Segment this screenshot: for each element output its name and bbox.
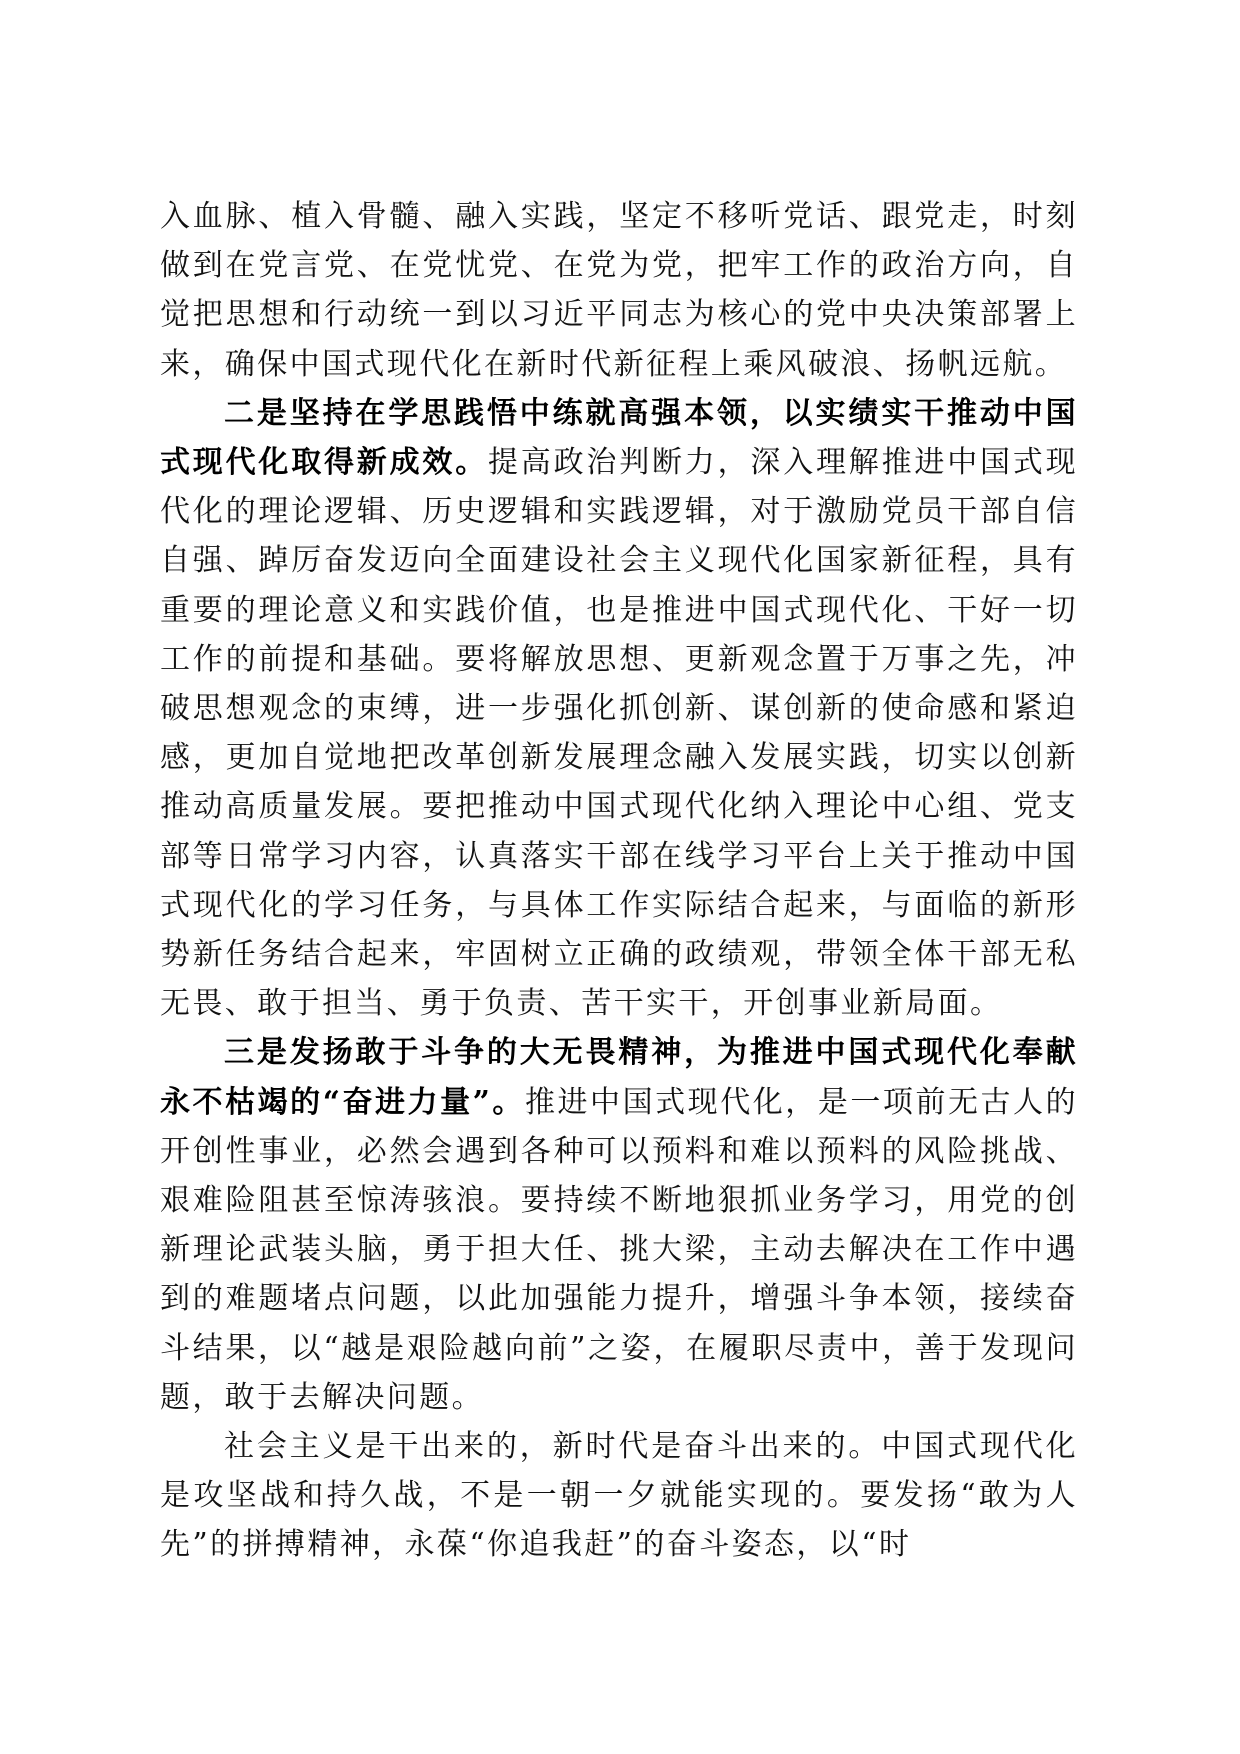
paragraph-3-text: 推进中国式现代化，是一项前无古人的开创性事业，必然会遇到各种可以预料和难以预料的风险挑战、艰难险阻甚至惊涛骇浪。要持续不断地狠抓业务学习，用党的创新理论武装头脑，勇于担大任、挑大梁，主动去解决在工作中遇到的难题堵点问题，以此加强能力提升，增强斗争本领，接续奋斗结果，以“越是艰险越向前”之姿，在履职尽责中，善于发现问题，敢于去解决问题。 <box>160 1084 1078 1415</box>
paragraph-1 <box>160 192 1078 389</box>
paragraph-3 <box>160 1028 1078 1422</box>
paragraph-4 <box>160 1422 1078 1570</box>
paragraph-2 <box>160 389 1078 1029</box>
paragraph-2-text: 提高政治判断力，深入理解推进中国式现代化的理论逻辑、历史逻辑和实践逻辑，对于激励党员干部自信自强、踔厉奋发迈向全面建设社会主义现代化国家新征程，具有重要的理论意义和实践价值，也是推进中国式现代化、干好一切工作的前提和基础。要将解放思想、更新观念置于万事之先，冲破思想观念的束缚，进一步强化抓创新、谋创新的使命感和紧迫感，更加自觉地把改革创新发展理念融入发展实践，切实以创新推动高质量发展。要把推动中国式现代化纳入理论中心组、党支部等日常学习内容，认真落实干部在线学习平台上关于推动中国式现代化的学习任务，与具体工作实际结合起来，与面临的新形势新任务结合起来，牢固树立正确的政绩观，带领全体干部无私无畏、敢于担当、勇于负责、苦干实干，开创事业新局面。 <box>160 445 1078 1022</box>
document-page <box>160 192 1078 1570</box>
paragraph-4-text: 社会主义是干出来的，新时代是奋斗出来的。中国式现代化是攻坚战和持久战，不是一朝一夕就能实现的。要发扬“敢为人先”的拼搏精神，永葆“你追我赶”的奋斗姿态，以“时 <box>160 1429 1078 1563</box>
paragraph-3-lead: 三是发扬敢于斗争的大无畏精神，为推进中国式现代化奉献永不枯竭的“奋进力量”。 <box>160 1035 1078 1120</box>
paragraph-2-lead: 二是坚持在学思践悟中练就高强本领，以实绩实干推动中国式现代化取得新成效。 <box>160 395 1078 481</box>
paragraph-1-text: 入血脉、植入骨髓、融入实践，坚定不移听党话、跟党走，时刻做到在党言党、在党忧党、在党为党，把牢工作的政治方向，自觉把思想和行动统一到以习近平同志为核心的党中央决策部署上来，确保中国式现代化在新时代新征程上乘风破浪、扬帆远航。 <box>160 199 1078 382</box>
